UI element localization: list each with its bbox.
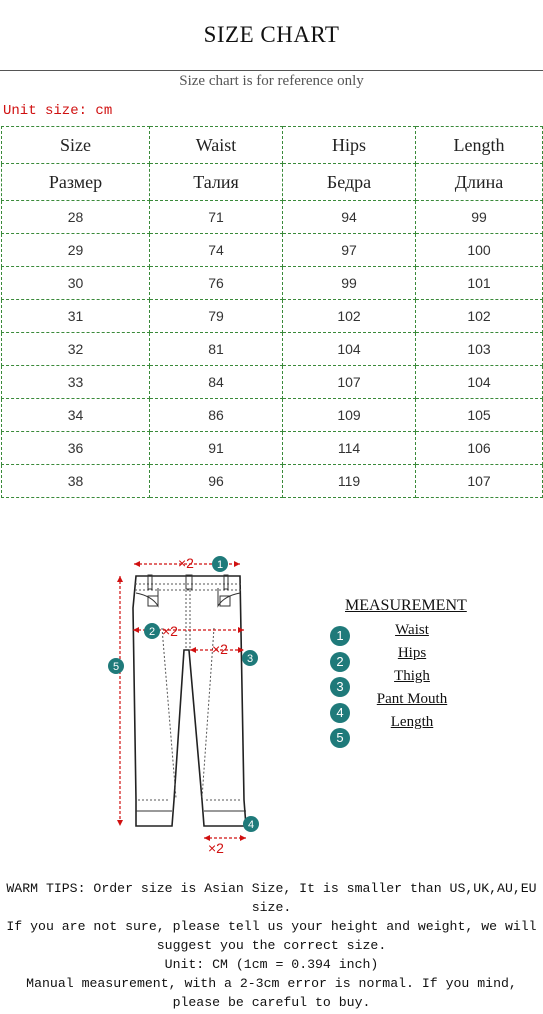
table-cell: 86 <box>150 399 283 432</box>
legend-number-3: 3 <box>330 677 350 697</box>
tip-line: Unit: CM (1cm = 0.394 inch) <box>164 957 379 972</box>
marker-label: 1 <box>216 559 224 571</box>
table-cell: 107 <box>416 465 543 498</box>
table-cell: 30 <box>2 267 150 300</box>
multiplier-thigh: ×2 <box>212 641 228 657</box>
legend-hips: Hips <box>397 645 427 661</box>
table-row <box>2 201 543 234</box>
measurement-title: MEASUREMENT <box>345 597 467 614</box>
table-cell: 94 <box>283 201 416 234</box>
header-cell: Hips <box>283 127 416 164</box>
legend-thigh: Thigh <box>394 668 430 684</box>
table-cell: 114 <box>283 432 416 465</box>
page-title: SIZE CHART <box>203 22 340 47</box>
size-table <box>1 126 543 498</box>
table-row <box>2 465 543 498</box>
reference-note: Size chart is for reference only <box>179 73 364 89</box>
table-cell: 76 <box>150 267 283 300</box>
table-cell: 97 <box>283 234 416 267</box>
table-cell: 81 <box>150 333 283 366</box>
table-cell: 102 <box>416 300 543 333</box>
table-cell: 102 <box>283 300 416 333</box>
table-cell: 104 <box>416 366 543 399</box>
marker-label: 4 <box>247 819 255 831</box>
table-cell: 96 <box>150 465 283 498</box>
legend-number-4: 4 <box>330 703 350 723</box>
table-cell: 104 <box>283 333 416 366</box>
tip-line: If you are not sure, please tell us your height and weight, we will <box>6 919 537 934</box>
tip-line: Manual measurement, with a 2-3cm error is normal. If you mind, <box>26 976 517 991</box>
table-cell: 79 <box>150 300 283 333</box>
table-cell: 101 <box>416 267 543 300</box>
table-cell: 84 <box>150 366 283 399</box>
warm-tips <box>0 879 543 1012</box>
legend-number-2: 2 <box>330 652 350 672</box>
header-cell: Waist <box>150 127 283 164</box>
unit-label: Unit size: cm <box>3 103 113 119</box>
table-cell: 103 <box>416 333 543 366</box>
table-row <box>2 300 543 333</box>
header-cell: Бедра <box>283 164 416 201</box>
header-cell: Талия <box>150 164 283 201</box>
table-cell: 34 <box>2 399 150 432</box>
table-cell: 28 <box>2 201 150 234</box>
tip-line: please be careful to buy. <box>172 995 371 1010</box>
header-row-en <box>2 127 543 164</box>
table-row <box>2 366 543 399</box>
table-cell: 119 <box>283 465 416 498</box>
table-cell: 105 <box>416 399 543 432</box>
tip-line: WARM TIPS: Order size is Asian Size, It is smaller than US,UK,AU,EU <box>6 881 537 896</box>
table-cell: 91 <box>150 432 283 465</box>
table-cell: 36 <box>2 432 150 465</box>
table-cell: 107 <box>283 366 416 399</box>
marker-label: 2 <box>148 626 156 638</box>
table-cell: 74 <box>150 234 283 267</box>
table-cell: 29 <box>2 234 150 267</box>
table-cell: 99 <box>416 201 543 234</box>
multiplier-mouth: ×2 <box>208 840 224 856</box>
legend-length: Length <box>390 714 434 730</box>
table-cell: 100 <box>416 234 543 267</box>
tip-line: size. <box>251 900 292 915</box>
header-row-ru <box>2 164 543 201</box>
header-cell: Length <box>416 127 543 164</box>
multiplier-hips: ×2 <box>162 623 178 639</box>
measurement-legend <box>330 597 500 757</box>
tip-line: suggest you the correct size. <box>156 938 387 953</box>
table-cell: 99 <box>283 267 416 300</box>
header-cell: Size <box>2 127 150 164</box>
marker-label: 3 <box>246 653 254 665</box>
table-row <box>2 333 543 366</box>
table-cell: 71 <box>150 201 283 234</box>
marker-label: 5 <box>112 661 120 673</box>
table-row <box>2 267 543 300</box>
legend-number-1: 1 <box>330 626 350 646</box>
header-cell: Размер <box>2 164 150 201</box>
table-cell: 106 <box>416 432 543 465</box>
table-cell: 109 <box>283 399 416 432</box>
legend-pant-mouth: Pant Mouth <box>376 691 448 707</box>
legend-number-5: 5 <box>330 728 350 748</box>
table-row <box>2 399 543 432</box>
multiplier-waist: ×2 <box>178 555 194 571</box>
table-cell: 33 <box>2 366 150 399</box>
table-cell: 32 <box>2 333 150 366</box>
table-cell: 38 <box>2 465 150 498</box>
legend-waist: Waist <box>395 622 429 638</box>
pants-diagram <box>100 548 270 863</box>
table-row <box>2 234 543 267</box>
title-divider <box>0 70 543 71</box>
header-cell: Длина <box>416 164 543 201</box>
table-cell: 31 <box>2 300 150 333</box>
table-row <box>2 432 543 465</box>
